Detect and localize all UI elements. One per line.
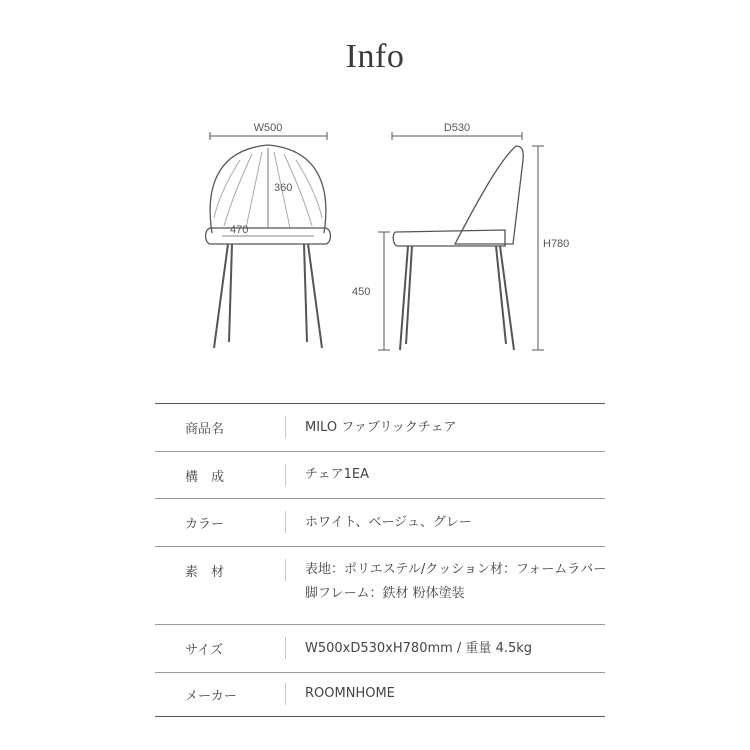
front-width-label: W500 xyxy=(253,122,283,134)
spec-value: チェア1EA xyxy=(305,467,369,482)
spec-row-size xyxy=(155,624,605,672)
spec-value: MILO ファブリックチェア xyxy=(305,420,457,435)
front-leg-left-outer xyxy=(214,244,228,348)
seat-width-label: 470 xyxy=(230,224,249,236)
column-divider xyxy=(285,511,286,533)
back-height-label: 360 xyxy=(274,182,293,194)
spec-row-product-name xyxy=(155,403,605,451)
spec-label: カラー xyxy=(185,517,225,532)
side-backrest xyxy=(455,146,523,244)
spec-label: サイズ xyxy=(185,643,223,658)
front-leg-left-inner xyxy=(229,244,232,342)
spec-label: メーカー xyxy=(185,689,237,704)
spec-label: 構 成 xyxy=(185,470,225,485)
spec-label: 素 材 xyxy=(185,565,225,580)
spec-label: 商品名 xyxy=(185,422,225,437)
seat-height-label: 450 xyxy=(352,286,371,298)
front-leg-right-inner xyxy=(304,244,307,342)
spec-value: 表地：ポリエステル/クッション材：フォームラバー xyxy=(305,562,607,577)
spec-row-color xyxy=(155,498,605,546)
column-divider xyxy=(285,464,286,486)
side-view xyxy=(378,132,544,350)
side-depth-label: D530 xyxy=(443,122,471,134)
spec-value: W500xD530xH780mm / 重量 4.5kg xyxy=(305,641,533,656)
column-divider xyxy=(285,637,286,659)
spec-row-composition xyxy=(155,451,605,498)
column-divider xyxy=(285,559,286,581)
front-leg-right-outer xyxy=(308,244,322,348)
column-divider xyxy=(285,683,286,705)
front-view xyxy=(206,132,331,348)
spec-row-maker xyxy=(155,672,605,717)
page-title: Info xyxy=(345,38,405,75)
spec-table xyxy=(155,403,605,717)
total-height-label: H780 xyxy=(543,238,570,250)
spec-value: ROOMNHOME xyxy=(305,686,395,701)
spec-value: 脚フレーム：鉄材 粉体塗装 xyxy=(305,586,465,601)
column-divider xyxy=(285,416,286,438)
spec-value: ホワイト、ベージュ、グレー xyxy=(305,515,472,530)
spec-row-material xyxy=(155,546,605,624)
